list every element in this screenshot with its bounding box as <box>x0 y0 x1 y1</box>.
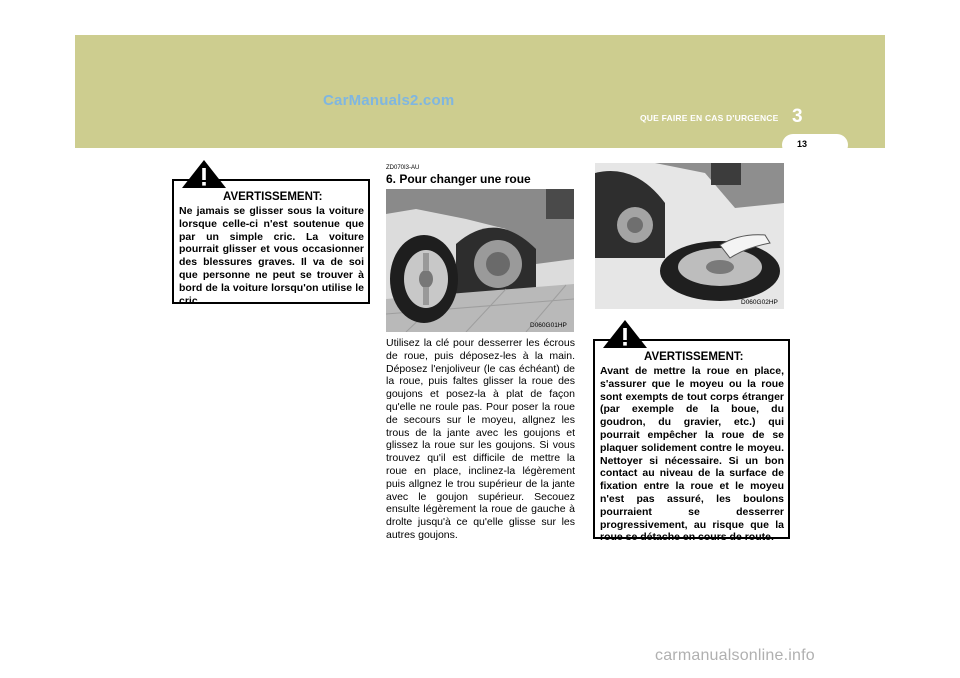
page-number: 13 <box>797 139 808 149</box>
warning-triangle-icon <box>181 159 227 189</box>
wheel-change-photo <box>386 189 574 332</box>
wheel-change-instructions: Utilisez la clé pour desserrer les écrous de roue, puis déposez-les à la main. Déposez l'enjoliveur (le cas échéant) de la roue, puis faltes glisser la roue des goujons et posez-la à plat de façon qu'elle ne roule pas. Pour poser la roue de secours sur le moyeu, allgnez les trous de la jante avec les goujons et glissez la roue sur les goujons. Si vous trouvez qu'il est difficile de mettre la roue en place, inclinez-la légèrement puis allgnez le trou supérieur de la jante avec le goujon supérieur. Secouez ensulte légèrement la roue de gauche à drolte jusqu'à ce qu'elle glisse sur les autres goujons. <box>386 337 575 541</box>
photo-code-right: D060G02HP <box>741 299 778 306</box>
warning-box-hub <box>593 339 790 544</box>
warning-box-jack <box>172 179 370 307</box>
hub-cleaning-illustration <box>595 163 784 309</box>
warning-header <box>600 347 784 371</box>
warning-header <box>179 187 364 211</box>
page-number-tab <box>782 134 848 156</box>
photo-code-left: D060G01HP <box>530 322 567 329</box>
warning-text: Ne jamais se glisser sous la voiture lorsque celle-ci n'est soutenue que par un simple cric. La voiture pourrait glisser et vous occasionner des blessures graves. Il va de soi que personne ne peut se trouver à bord de la voiture lorsqu'on utilise le cric. <box>179 205 364 307</box>
warning-triangle-icon <box>602 319 648 349</box>
section-code: ZD070I3-AU <box>386 165 420 171</box>
warning-text: Avant de mettre la roue en place, s'assurer que le moyeu ou la roue sont exempts de tout corps étranger (par exemple de la boue, du goudron, du gravier, etc.) qui pourrait empêcher la roue de se plaquer solidement contre le moyeu. Nettoyer si nécessaire. Si un bon contact au niveau de la surface de fixation entre la roue et le moyeu n'est pas assuré, les boulons pourraient se desserrer progressivement, au risque que la roue se détache en cours de route. <box>600 365 784 544</box>
site-link[interactable]: CarManuals2.com <box>323 92 455 109</box>
warning-title: AVERTISSEMENT: <box>644 351 744 363</box>
wheel-change-illustration <box>386 189 574 332</box>
warning-title: AVERTISSEMENT: <box>223 191 323 203</box>
section-heading: 6. Pour changer une roue <box>386 172 531 186</box>
chapter-title: QUE FAIRE EN CAS D'URGENCE <box>640 113 779 123</box>
hub-cleaning-photo <box>595 163 784 309</box>
chapter-number: 3 <box>792 106 803 127</box>
footer-link[interactable]: carmanualsonline.info <box>655 647 815 664</box>
header-band <box>75 35 885 148</box>
